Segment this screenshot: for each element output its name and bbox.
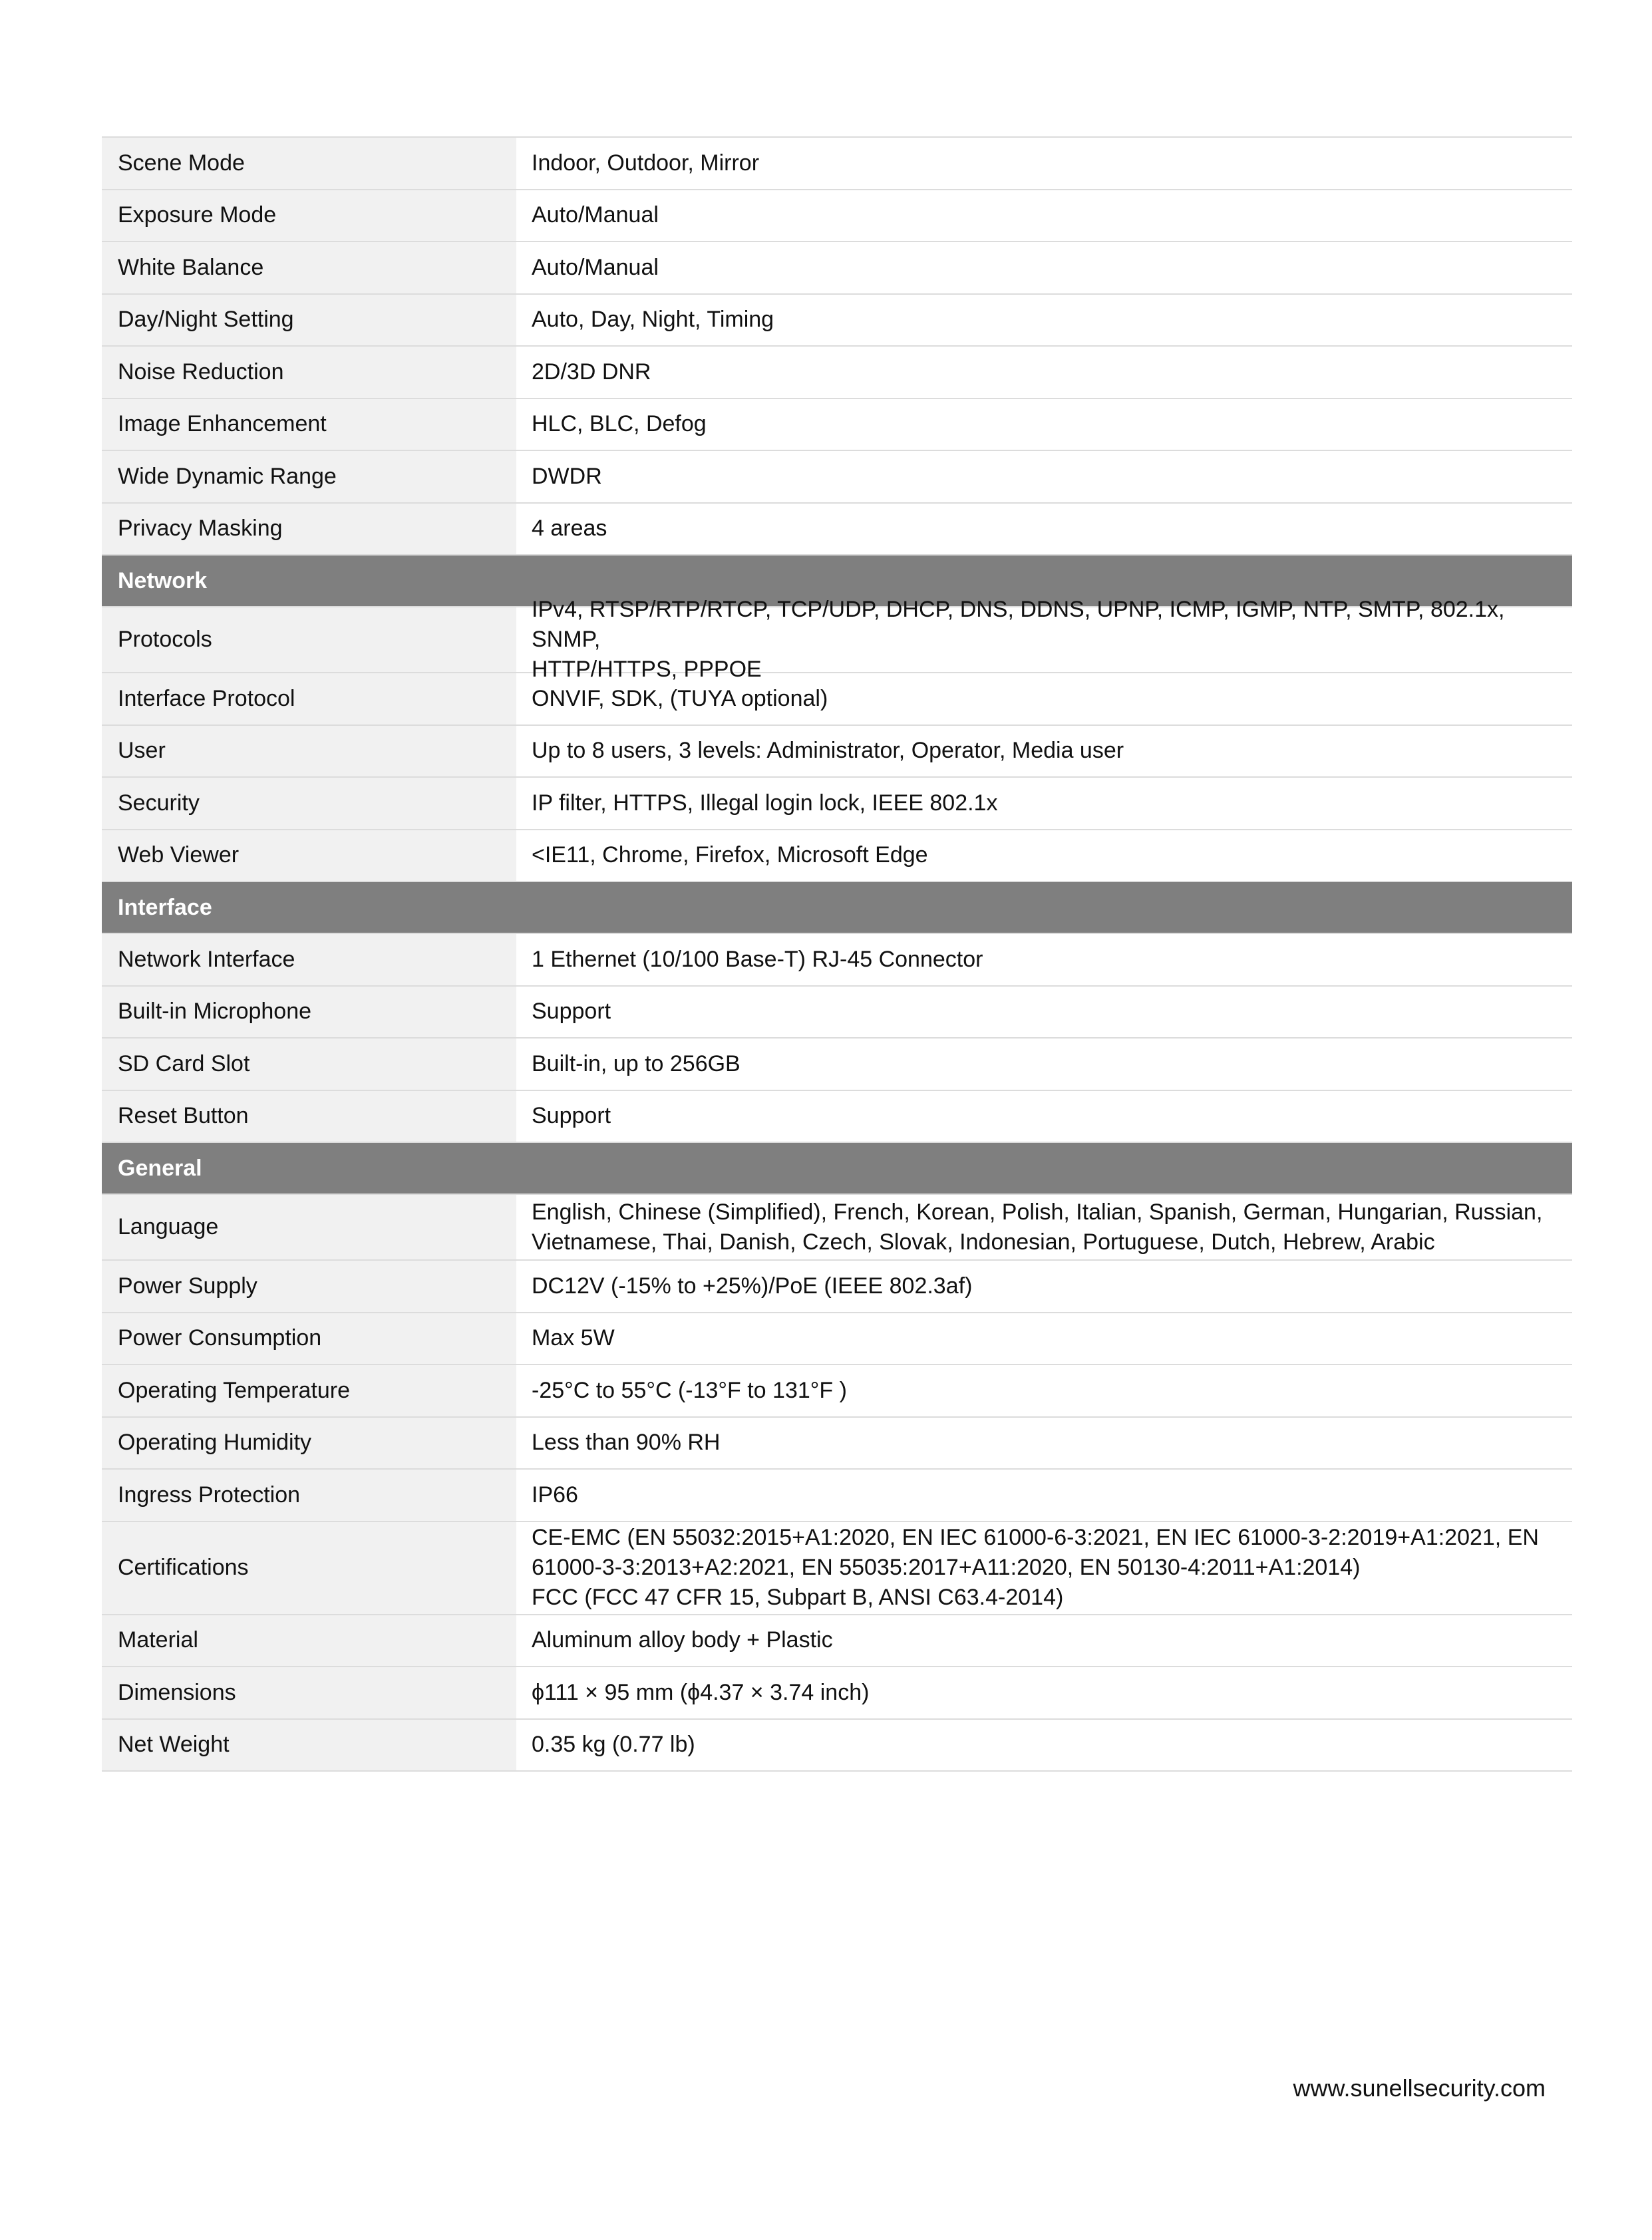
spec-value: Built-in, up to 256GB: [532, 1050, 741, 1076]
spec-row-reset-button: [102, 1091, 1572, 1144]
spec-value: Aluminum alloy body + Plastic: [532, 1627, 833, 1653]
spec-value: 1 Ethernet (10/100 Base-T) RJ-45 Connector: [532, 946, 983, 972]
spec-row-certifications: [102, 1522, 1572, 1615]
spec-value-line: FCC (FCC 47 CFR 15, Subpart B, ANSI C63.4-2014): [532, 1585, 1064, 1610]
spec-label: Privacy Masking: [102, 504, 516, 555]
spec-value: <IE11, Chrome, Firefox, Microsoft Edge: [532, 842, 928, 868]
section-header-interface: Interface: [102, 882, 1572, 934]
spec-value: IP66: [532, 1482, 578, 1508]
spec-label: Image Enhancement: [102, 399, 516, 450]
section-header-general: General: [102, 1143, 1572, 1195]
spec-label: Operating Humidity: [102, 1418, 516, 1469]
spec-row-security: [102, 778, 1572, 830]
spec-table: [102, 136, 1572, 1772]
spec-label: Net Weight: [102, 1720, 516, 1771]
spec-value: Up to 8 users, 3 levels: Administrator, Operator, Media user: [532, 738, 1124, 764]
spec-label: Built-in Microphone: [102, 987, 516, 1038]
spec-value: Max 5W: [532, 1325, 615, 1351]
spec-value-line: HTTP/HTTPS, PPPOE: [532, 657, 762, 682]
spec-value: Less than 90% RH: [532, 1430, 721, 1456]
spec-label: Noise Reduction: [102, 347, 516, 398]
spec-value-line: English, Chinese (Simplified), French, Korean, Polish, Italian, Spanish, German, Hungarian, Russian,: [532, 1199, 1543, 1225]
spec-row-operating-temperature: [102, 1365, 1572, 1418]
spec-label: SD Card Slot: [102, 1039, 516, 1090]
spec-label: User: [102, 726, 516, 777]
spec-row-dimensions: [102, 1667, 1572, 1720]
spec-value: 2D/3D DNR: [532, 359, 651, 385]
spec-value: ONVIF, SDK, (TUYA optional): [532, 685, 828, 711]
spec-value: Indoor, Outdoor, Mirror: [532, 150, 760, 176]
spec-value: HLC, BLC, Defog: [532, 411, 707, 437]
spec-label: Language: [102, 1195, 516, 1259]
spec-value: DWDR: [532, 463, 602, 489]
spec-row-ingress-protection: [102, 1470, 1572, 1522]
spec-label: Operating Temperature: [102, 1365, 516, 1416]
spec-row-sd-card-slot: [102, 1039, 1572, 1091]
spec-value: Auto/Manual: [532, 254, 659, 280]
spec-row-material: [102, 1615, 1572, 1668]
spec-label: Material: [102, 1615, 516, 1667]
spec-label: Protocols: [102, 607, 516, 672]
spec-value: 4 areas: [532, 516, 607, 542]
spec-row-image-enhancement: [102, 399, 1572, 452]
section-header-network: Network: [102, 556, 1572, 607]
spec-label: Wide Dynamic Range: [102, 451, 516, 502]
spec-value: 0.35 kg (0.77 lb): [532, 1732, 695, 1758]
spec-value-line: IPv4, RTSP/RTP/RTCP, TCP/UDP, DHCP, DNS, DDNS, UPNP, ICMP, IGMP, NTP, SMTP, 802.1x, SNMP,: [532, 597, 1505, 652]
spec-row-web-viewer: [102, 830, 1572, 883]
spec-row-noise-reduction: [102, 347, 1572, 399]
spec-row-power-consumption: [102, 1313, 1572, 1366]
spec-label: Network Interface: [102, 934, 516, 985]
spec-row-built-in-microphone: [102, 987, 1572, 1039]
spec-value-line: Vietnamese, Thai, Danish, Czech, Slovak, Indonesian, Portuguese, Dutch, Hebrew, Arabic: [532, 1229, 1435, 1255]
footer-website: www.sunellsecurity.com: [1293, 2074, 1546, 2102]
spec-value: Support: [532, 1103, 611, 1129]
spec-row-network-interface: [102, 934, 1572, 987]
spec-label: Power Consumption: [102, 1313, 516, 1364]
spec-value-line: 61000-3-3:2013+A2:2021, EN 55035:2017+A11:2020, EN 50130-4:2011+A1:2014): [532, 1555, 1361, 1580]
spec-label: Ingress Protection: [102, 1470, 516, 1521]
spec-label: Security: [102, 778, 516, 829]
spec-value: [516, 597, 1572, 682]
spec-value: IP filter, HTTPS, Illegal login lock, IEEE 802.1x: [532, 790, 998, 816]
spec-row-power-supply: [102, 1261, 1572, 1313]
spec-value: DC12V (-15% to +25%)/PoE (IEEE 802.3af): [532, 1273, 973, 1299]
spec-label: White Balance: [102, 242, 516, 293]
spec-label: Day/Night Setting: [102, 295, 516, 346]
spec-value: [516, 1195, 1572, 1259]
spec-value: [516, 1522, 1572, 1614]
spec-value: Auto, Day, Night, Timing: [532, 307, 774, 333]
spec-label: Interface Protocol: [102, 673, 516, 724]
spec-value: -25°C to 55°C (-13°F to 131°F ): [532, 1377, 847, 1403]
spec-label: Web Viewer: [102, 830, 516, 881]
spec-row-language: [102, 1195, 1572, 1261]
spec-label: Reset Button: [102, 1091, 516, 1142]
spec-label: Scene Mode: [102, 138, 516, 189]
spec-value: ϕ111 × 95 mm (ϕ4.37 × 3.74 inch): [532, 1679, 870, 1705]
spec-row-net-weight: [102, 1720, 1572, 1772]
spec-label: Dimensions: [102, 1667, 516, 1718]
spec-value: Auto/Manual: [532, 202, 659, 228]
spec-row-privacy-masking: [102, 504, 1572, 556]
spec-row-day-night-setting: [102, 295, 1572, 347]
spec-row-scene-mode: [102, 138, 1572, 190]
spec-row-interface-protocol: [102, 673, 1572, 726]
spec-row-operating-humidity: [102, 1418, 1572, 1470]
spec-row-user: [102, 726, 1572, 778]
spec-label: Certifications: [102, 1522, 516, 1614]
spec-label: Exposure Mode: [102, 190, 516, 241]
spec-row-wide-dynamic-range: [102, 451, 1572, 504]
spec-label: Power Supply: [102, 1261, 516, 1312]
spec-value: Support: [532, 999, 611, 1025]
spec-row-exposure-mode: [102, 190, 1572, 243]
spec-row-protocols: [102, 597, 1572, 682]
spec-row-white-balance: [102, 242, 1572, 295]
spec-value-line: CE-EMC (EN 55032:2015+A1:2020, EN IEC 61000-6-3:2021, EN IEC 61000-3-2:2019+A1:2021, EN: [532, 1525, 1539, 1550]
